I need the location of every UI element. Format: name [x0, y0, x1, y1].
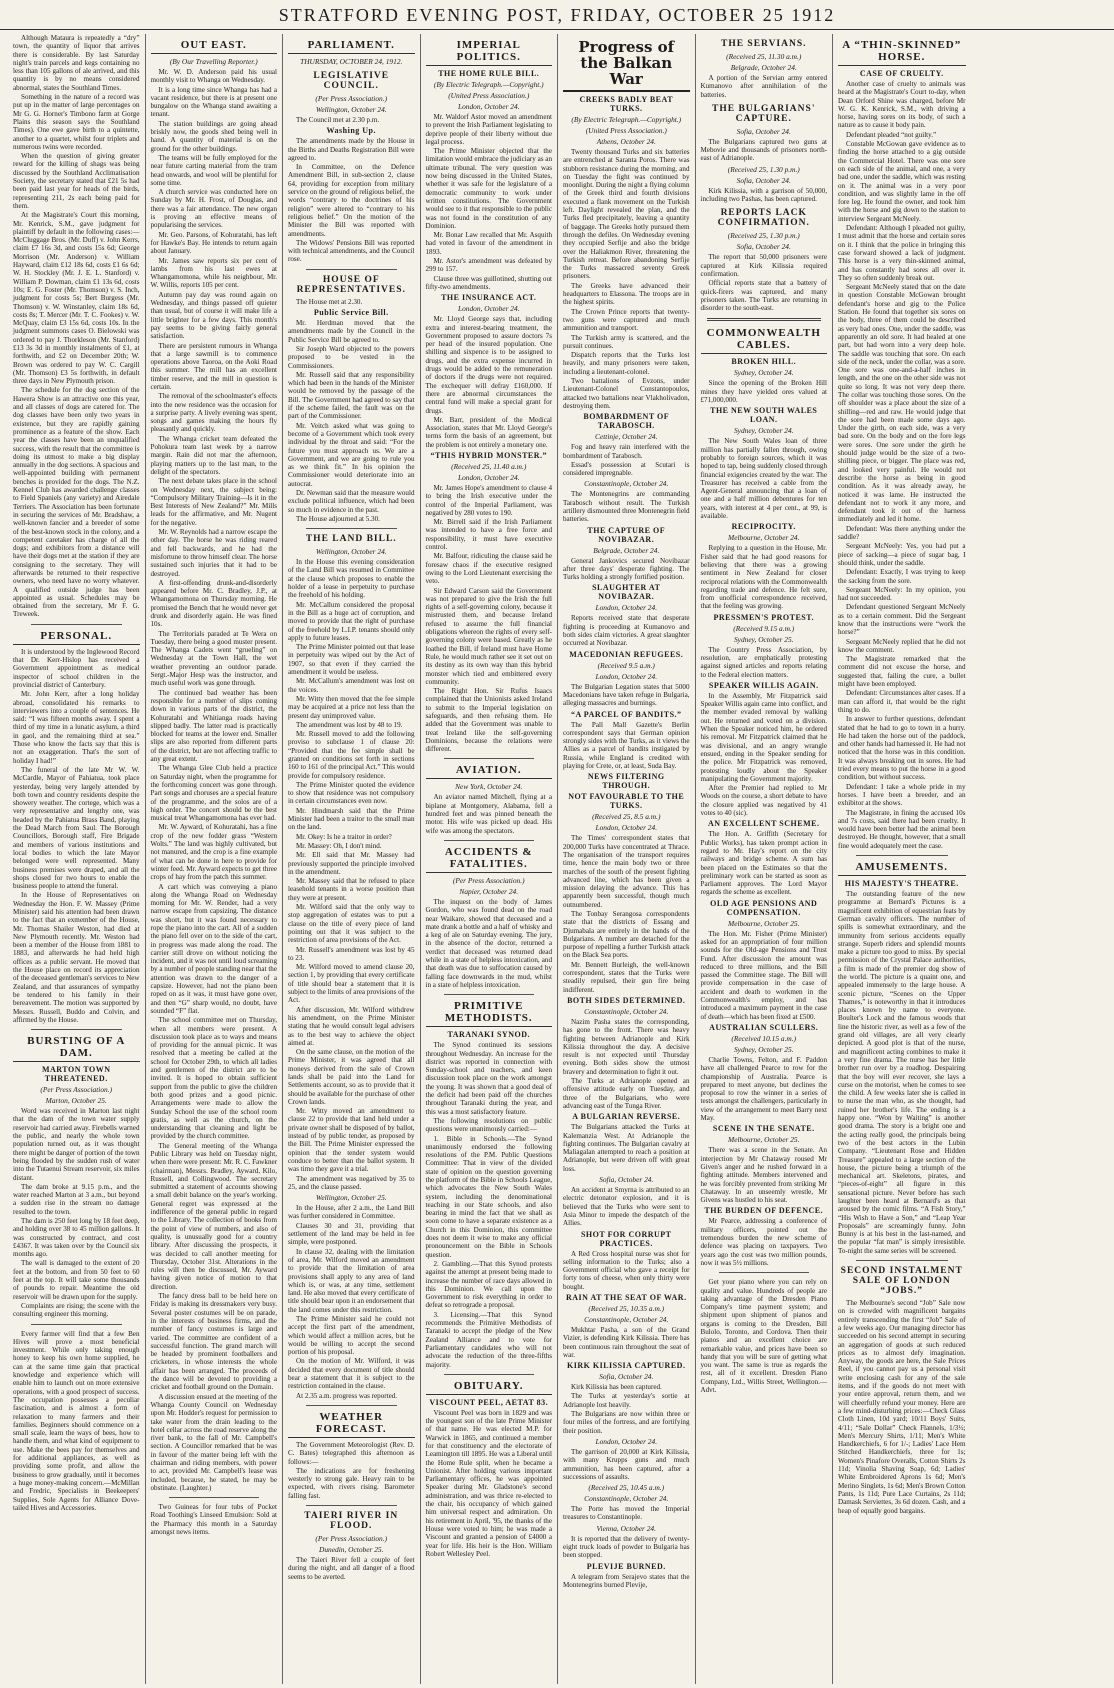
source-line: (Per Press Association.) — [452, 875, 525, 885]
paragraph: Word was received in Marton last night that the dam of the town water supply reservoir had carried away. Firebells warned the public, and nearly the whole town population turned out, as it was thought there might be danger of portion of the town being flooded by the sudden rush of water into the Tutaenui Stream reservoir, six miles distant. — [13, 1107, 140, 1182]
paragraph: The House met at 2.30. — [296, 297, 363, 306]
paragraph: Mr. Russell said that any responsibility which had been in the hands of the Minister would be removed by the passage of the Bill. The Government had agreed to say that if the scheme failed, the fault was on the part of the Commissioner. — [288, 370, 415, 421]
received-line: (Received 10.15 a.m.) — [731, 1033, 797, 1043]
dateline: Belgrade, October 24. — [730, 63, 797, 72]
paragraph: Mr. Massey: Oh, I don't mind. — [296, 841, 382, 850]
paragraph: Every farmer will find that a few Ben Hives will prove a most beneficial investment. While only taking enough honey to keep his own home supplied, he can at the same time gain that practical knowledge and experience which will enable him to launch out on more extensive operations, with a good prospect of success. The occupation possesses a peculiar fascination, and is almost a form of relaxation to many farmers and their families. Beginners should commence on a small scale, learn the ways of bees, how to handle them, and what kind of equipment to use. Make the bees pay for themselves and for additional appliances, as well as providing some profit, and allow the business to grow gradually, until it becomes a huge money-making concern.—McMillan and Fredric, Specialists in Beekeepers' Supplies, Sole Agents for Alliance Dove-tailed Hives and Accessories. — [13, 1329, 140, 1512]
subheadline: THE HOME RULE BILL. — [438, 69, 540, 78]
paragraph: Mr. Barr, president of the Medical Association, states that Mr. Lloyd George's terms form the basis of an agreement, but the problem is not entirely a monetary one. — [425, 415, 552, 449]
paragraph: The Widows' Pensions Bill was reported with technical amendments, and the Council rose. — [288, 238, 415, 264]
dateline: Sofia, October 24. — [599, 1175, 654, 1185]
paragraph: Defendant: Although I pleaded not guilty, I must admit that the horse and certain sores on it. I think that the police in bringing this case forward showed a lack of judgment. This horse is a very thin-skinned animal, and has constantly had sores all over it. They so often suddenly break out. — [838, 224, 966, 282]
dateline: London, October 24. — [595, 1436, 658, 1446]
divider — [31, 1029, 122, 1030]
paragraph: Nazim Pasha states the corresponding, has gone to the front. There was heavy fighting between Adrianople and Kirk Kilissia throughout the day. A decisive result is not expected until Thursday evening. Both sides show the utmost bravery and determination to fight it out. — [563, 1017, 690, 1076]
dateline: Dunedin, October 25. — [319, 1545, 384, 1555]
paragraph: When the question of giving greater reward for the killing of shags was being discussed by the Southland Acclimatisation Society, the secretary stated that £21 5s had been paid last year for heads of the birds, representing 211, 2s each being paid for them. — [13, 152, 140, 210]
subheadline: RECIPROCITY. — [731, 522, 796, 532]
paragraph: In Committee, on the Defence Amendment Bill, in sub-section 2, clause 64, providing for exception from military service on the ground of religious belief, the words “contrary to the doctrines of his religion” were altered to “contrary to his religious belief.” On the motion of the Minister the Bill was reported with amendments. — [288, 163, 415, 238]
paragraph: The Hon. A. Griffith (Secretary for Public Works), has taken prompt action in regard to Mr. Hay's report on the city railways and bridge scheme. A sum has been placed on the Estimates so that the preliminary work can be started as soon as Parliament approves. The Lord Mayor regards the scheme as excellent. — [700, 830, 827, 897]
column-4 — [421, 34, 559, 1684]
paragraph: The report that 50,000 prisoners were captured at Kirk Kilissia required confirmation. — [700, 253, 827, 278]
paragraph: Mr. John Kerr, after a long holiday abroad, consolidated his remarks to interviewers into a couple of sentences. He said: “I was fifteen months away. I spent a third of my time in a lunatic asylum, a third in gaol, and the remaining third at sea.” Those who know the facts say that this is not an exaggeration. That's the sort of holiday I had!” — [13, 690, 140, 765]
dateline: Sydney, October 24. — [733, 368, 794, 378]
dateline: Melbourne, October 25. — [728, 918, 800, 928]
paragraph: At 2.35 a.m. progress was reported. — [296, 1391, 398, 1400]
paragraph: 2. Gambling.—That this Synod protests against the attempt at present being made to increase the number of race days allowed in this Dominion. We call upon the Government to risk everything in order to defeat so retrograde a proposal. — [425, 1259, 552, 1310]
headline-reports-lack-confirmation: REPORTS LACK CONFIRMATION. — [717, 208, 810, 229]
paragraph: A telegram from Serajevo states that the Montenegrins burned Plevije, — [563, 1572, 690, 1589]
paragraph: Defendant: Exactly, I was trying to keep the sacking from the sore. — [838, 568, 966, 585]
headline-aviation: AVIATION. — [426, 764, 553, 779]
headline-commonwealth-cables: COMMONWEALTH CABLES. — [701, 327, 828, 354]
column-1 — [8, 34, 146, 1684]
paragraph: The following resolutions on public questions were unanimously carried:— — [425, 1116, 552, 1134]
paragraph: Dr. Newman said that the measure would exclude political influence, which had been so much in evidence in the past. — [288, 488, 415, 514]
paragraph: The garrison of 20,000 at Kirk Kilissia, with many Krupps guns and much ammunition, has been captured, after a successions of assaults. — [563, 1447, 690, 1481]
dateline: Sydney, October 24. — [733, 426, 794, 436]
masthead: STRATFORD EVENING POST, FRIDAY, OCTOBER 25 1912 — [0, 0, 1114, 30]
paragraph: Fog and heavy rain interfered with the bombardment of Tarabosch. — [563, 443, 690, 460]
paragraph: The Bulgarians attacked the Turks at Kalemanzia West. At Adrianople the fighting continues. The Bulgarian cavalry at Maliagalan attempted to reach a position at Adrianople, but were driven off with great loss. — [563, 1123, 690, 1173]
headline-weather: WEATHER FORECAST. — [288, 1411, 415, 1438]
subheadline: THE NEW SOUTH WALES LOAN. — [710, 406, 818, 425]
subheadline: KIRK KILISSIA CAPTURED. — [567, 1361, 686, 1371]
received-line: (Received 9.5 a.m.) — [597, 660, 655, 670]
headline-balkan-war: Progress of the Balkan War — [563, 39, 690, 92]
dateline: London, October 24. — [595, 671, 658, 681]
source-line: (Per Press Association.) — [315, 94, 388, 103]
subheadline: MARTON TOWN THREATENED. — [41, 1065, 111, 1084]
paragraph: A first-offending drunk-and-disorderly appeared before Mr. C. Bradley, J.P., at Whangamomona on Thursday morning. He promised the Bench that he would never get drunk and disorderly again. He was fined 10s. — [150, 578, 277, 629]
paragraph: Sergeant McNeely stated that on the date in question Constable McGowan brought defendant's horse and gig to the Police Station. He found that together six sores on the body, three of them could be described as very bad ones. One, under the saddle, was apparently an old sore. It had healed at one part, but had worn into a very deep hole. The saddle was touching that sore. On each side of the neck, under the collar, was a sore. One sore was one-and-a-half inches in length, and the one on the other side was not quite so long. It was not very deep there. The collar was touching those sores. On the off shoulder was a place about the size of a shilling—red and raw. He would judge that the sore had been made some days ago. Under the girth, on each side, was a very bad sore. On the body and on the fore legs were sores. One sore under the girth he should judge would be the size of a two-shilling piece, or bigger. The place was red, and looked very painful. He would not describe the horse as being in good condition. As it was already away, he noticed it was lame. He instructed the defendant not to work it any more, and defendant took it out of the harness immediately and led it home. — [838, 283, 966, 524]
paragraph: The teams will be fully employed for the near future carting material from the tram head onwards, and wool will be plentiful for some time. — [150, 153, 277, 187]
paragraph: The Government Meteorologist (Rev. D. C. Bates) telegraphed this afternoon as follows:— — [288, 1440, 415, 1466]
dateline: Belgrade, October 24. — [593, 545, 660, 555]
paragraph: It is understood by the Inglewood Record that Dr. Kerr-Hislop has received a Government appointment as medical inspector of school children in the provincial district of Canterbury. — [13, 647, 140, 689]
paragraph: In the Assembly, Mr Fitzpatrick said Speaker Willis again came into conflict, and the member evaded removal by walking out. He returned and voted on a division. When the Speaker noticed him, he ordered his removal. Mr Fitzpatrick claimed that he was divisional, and an angry wrangle ensued, ending in the Speaker sending for the police. Mr Fitzpatrick was removed, protesting loudly about the Speaker manipulating the Government majority. — [700, 691, 827, 783]
paragraph: The Whanga cricket team defeated the Pohokura team last week by a narrow margin. Rain did not mar the afternoon, playing matters up to the last man, to the delight of the spectators. — [150, 434, 277, 476]
paragraph: The Magistrate remarked that the comment did not excuse the horse, and suggested that, failing the cure, a bullet might have been employed. — [838, 655, 966, 689]
divider — [306, 269, 397, 270]
dateline: Athens, October 24. — [596, 137, 656, 146]
dateline: London, October 24. — [457, 304, 520, 314]
paragraph: Mr. Witty moved an amendment to clause 22 to provide that land held under a private owner shall be disposed of by ballot, instead of by public tender, as proposed by the Bill. The Prime Minister expressed the opinion that the tender system would conduce to better than the ballot system. It was timo they gave it a trial. — [288, 1107, 415, 1174]
paragraph: In the House of Representatives on Wednesday the Hon. F. W. Massey (Prime Minister) said his attention had been drawn to the fact that an exmember of the House, Mr. Thomas Shailer Weston, had died at New Plymouth recently. Mr. Weston had been a member of the House from 1881 to 1883, and afterwards he had held high offices as a public servant. He moved that the House place on record its appreciation of the deceased gentleman's services to New Zealand, and that assurances of sympathy be tendered to his family in their bereavement. The motion was supported by Messrs. Russell, Buddo and Colvin, and affirmed by the House. — [13, 891, 140, 1024]
dateline: Wellington, October 24. — [315, 105, 387, 114]
paragraph: Sergeant McNeely: Yes, you had put a piece of sacking—a piece of sugar bag, I should think, under the saddle. — [838, 542, 966, 567]
column-2 — [146, 34, 284, 1684]
subheadline: THE CAPTURE OF NOVIBAZAR. — [587, 525, 666, 544]
paragraph: The next debate takes place in the school on Wednesday next, the subject being: “Compulsory Military Training—Is it in the Best Interests of New Zealand?” Mr. Mills leads for the affirmative, and Mr. Nugent for the negative. — [150, 477, 277, 527]
paragraph: After discussion, Mr. Wilford withdrew his amendment, on the Prime Minister stating that he would consult legal advisers as to the best way to achieve the object aimed at. — [288, 1005, 415, 1047]
headline-bulgarians-capture: THE BULGARIANS' CAPTURE. — [712, 103, 816, 124]
divider — [169, 1497, 260, 1498]
paragraph: The amendment was lost by 48 to 19. — [296, 720, 403, 729]
divider — [444, 840, 535, 841]
paragraph: Mr. Okey: Is he a traitor in order? — [296, 832, 392, 841]
headline-land-bill: THE LAND BILL. — [305, 534, 397, 545]
divider — [444, 994, 535, 995]
paragraph: The Prime Minister pointed out that lease in perpetuity was wiped out by the Act of 1907, so that even if they carried the amendment it would be useless. — [288, 643, 415, 677]
paragraph: The indications are for freshening westerly to strong gale. Heavy rain to be expected, with rivers rising. Barometer falling fast. — [288, 1466, 415, 1500]
headline-primitive-methodists: PRIMITIVE METHODISTS. — [426, 1000, 553, 1027]
divider — [444, 1374, 535, 1375]
paragraph: Mr. Bonar Law recalled that Mr. Asquith had voted in favour of the amendment in 1893. — [425, 231, 552, 256]
subheadline: VISCOUNT PEEL, AETAT 83. — [429, 1397, 549, 1407]
paragraph: Twenty thousand Turks and six batteries are entrenched at Saranta Poros. There was stubborn resistance during the morning, and on Tuesday the fight was continued by moonlight. During the night a flying column of the Greek third and fourth divisions executed a flank movement on the Turkish left. Daylight revealed the plan, and the Turks fled precipitately, leaving a quantity of baggage. The Greeks hotly pursued them through the defiles. On Wednesday evening they occupied Serfije and also the bridge over the Haliakmon River, threatening the Turkish retreat. Before abandoning Serfije the Turks massacred seventy Greek prisoners. — [563, 148, 690, 281]
paragraph: Clause three was guillotined, shutting out fifty-two amendments. — [425, 274, 552, 291]
paragraph: The station buildings are going ahead briskly now, the goods shed being well in hand. A quantity of material is on the ground for the other buildings. — [150, 119, 277, 153]
paragraph: A portion of the Servian army entered Kumanovo after annihilation of the batteries. — [700, 74, 827, 99]
paragraph: Charlie Towns, Felton, and F. Paddon have all challenged Pearce to row for the championship of Australia. Pearce is prepared to meet anyone, but declines the proposal to row the winner in a series of tests amongst the challengers, particularly in view of the arrangement to meet Barry next May. — [700, 1055, 827, 1123]
paragraph: Although Mataura is repeatedly a “dry” town, the quantity of liquor that arrives there is considerable. By last Saturday night's train parcels and kegs containing no less than 105 gallons of ale arrived, and this quantity is by no means considered abnormal, states the Southland Times. — [13, 34, 140, 92]
paragraph: It is a long time since Whanga has had a vacant residence, but there is at present one bungalow on the Whanga stand awaiting a tenant. — [150, 85, 277, 119]
paragraph: Mr. James Hope's amendment to clause 4 to bring the Irish executive under the control of the Imperial Parliament, was negatived by 280 votes to 190. — [425, 483, 552, 517]
received-line: (Received 25, 10.35 a.m.) — [588, 1303, 665, 1313]
paragraph: The Council met at 2.30 p.m. — [296, 116, 380, 124]
subheadline: SLAUGHTER AT NOVIBAZAR. — [592, 583, 661, 602]
subheadline: THE INSURANCE ACT. — [441, 293, 537, 303]
paragraph: The Bulgarian Legation states that 5000 Macedonians have taken refuge in Bulgaria, alleging massacres and burnings. — [563, 682, 690, 708]
paragraph: The amendments made by the House in the Births and Deaths Registration Bill were agreed to. — [288, 137, 415, 162]
paragraph: Mr. Wilford said that the only way to stop aggregation of estates was to put a clause on the title of every piece of land pointing out that it was subject to the restriction of area provisions of the Act. — [288, 903, 415, 945]
paragraph: The General meeting of the Whanga Public Library was held on Tuesday night, when there were present: Mr. R. C. Fawkner (chairman), Messrs. Bradley, Ayward, Kilo, Russell, and Collingwood. The secretary submitted a statement of accounts showing a small debit balance on the year's working. General regret was expressed at the indifference of the general public in regard to the Library. The collection of books from the point of view of numbers, and also of quality, is unusually good for a country library. After discussing the prospects, it was decided to call another meeting for Thursday, October 31st. Alterations in the rules will then be discussed, Mr. Ayward having given notice of motion to that direction. — [150, 1141, 277, 1291]
paragraph: Mr. Lloyd George says that, including extra and interest-bearing treatment, the Government proposed to assure doctors 7s per head of the insured population. One shilling and sixpence is to be assigned to drugs, and the extra expense incurred in drugs would be added to the remuneration of doctors if the drugs were not required. The exchequer will defray £160,000. If there are abnormal circumstances the central fund will make a special grant for drugs. — [425, 315, 552, 415]
source-line: (By Electric Telegraph.—Copyright.) — [571, 115, 682, 124]
subheadline: BOMBARDMENT OF TARABOSCH. — [583, 412, 670, 431]
paragraph: Sergeant McNeely replied that he did not know the comment. — [838, 637, 966, 654]
paragraph: Mr. W. D. Anderson paid his usual monthly visit to Whanga on Wednesday. — [150, 68, 277, 85]
headline-obituary: OBITUARY. — [426, 1380, 553, 1395]
paragraph: Another case of cruelty to animals was heard at the Magistrate's Court to-day, when Dean Orford Shine was charged, before Mr W. G. K. Kenrick, S.M., with driving a horse, having sores on its body, of such a nature as to cause it body pain. — [838, 80, 966, 130]
paragraph: The Melbourne's second “Job” Sale now on is crowded with magnificent bargains entirely transcending the first “Job” Sale of a few weeks ago. Our managing director has succeeded on his second attempt in securing an aggregation of goods at such reduced prices as to almost defy imagination. Anyway, the goods are here, the Sale Prices Reel, if you cannot pay us a personal visit write enclosing cash for any of the sale items, and if the goods do not meet with your entire approval, return them, and we will cheerfully refund your money. Here are a few mind-disturbing prices:—Check Glass Cloth Linen, 10d yard; 10/11 Boys' Suits, 4/11; “Sale Dollar” Check Flannels, 1/3½; Men's Mercury Shirts, 1/11; Men's White Handkerchiefs, 6 for 1/-; Ladies' Lace Hem Stitched Handkerchiefs, three for 1s; Women's Pinafore Overalls, Cotton Shirts 2s 11d; Vinolia Shaving Soap, 6d; Ladies' White Embroidered Aprons 1s 6d; Men's Merino Singlets, 1s 6d; Men's Brown Cotton Pants, 1s 11d; Pure Lace Curtains, 2s 11d; Damask Serviettes, 3s 6d dozen. Cash, and a heap of equally good bargains. — [838, 1299, 966, 1515]
divider — [856, 1260, 948, 1261]
paragraph: Sergeant McNeely: In my opinion, you had not succeeded. — [838, 585, 966, 603]
paragraph: An aviator named Mitchell, flying at a biplane at Montgomery, Alabama, fell a hundred feet and was pinned beneath the motor. His wife was picked up dead. His wife was among the spectators. — [425, 793, 552, 835]
paragraph: Defendant pleaded “not guilty.” — [846, 130, 937, 139]
paragraph: Mr. Geo. Parsons, of Kohuratahi, has left for Hawke's Bay. He intends to return again about January. — [150, 230, 277, 256]
paragraph: The Pall Mall Gazette's Berlin correspondent says that German opinion strongly sides with the Turks, as it views the Allies as a parcel of bandits instigated by Russia, while England is credited with playing for Crete, or, at least, Suda Bay. — [563, 720, 690, 771]
headline-imperial-politics: IMPERIAL POLITICS. — [426, 39, 553, 66]
paragraph: The Times' correspondent states that 200,000 Turks have concentrated at Thrace. The organisation of the transport requires time, hence the main body two or three marches of the south of the present fighting advanced line, which has been given a mission delaying the advance. This has apparently been successful, though much outnumbered. — [563, 834, 690, 909]
dateline: Marton, October 25. — [45, 1096, 107, 1106]
paragraph: The Prime Minister objected that the limitation would embrace the judiciary as an ultimate tribunal. The very question was now being discussed in the United States, whether it was safe for the legislature of a democratic community to work under written constitutions. The Government would see to it that responsible to the public was not found in the constitution of any Dominion. — [425, 147, 552, 230]
subheadline: CREEKS BADLY BEAT TURKS. — [579, 95, 674, 113]
paragraph: Two Guineas for four tubs of Pocket Road Toothing's Linseed Emulsion: Sold at the Pharmacy this month in a Saturday amongst news items. — [150, 1503, 277, 1537]
divider — [306, 528, 397, 529]
dateline: Sydney, October 25. — [733, 1044, 794, 1054]
paragraph: Sir Edward Carson said the Government was not prepared to give the Irish the full rights of a self-governing colony, because it mistrusted them, and because Ireland refused to assume the full financial obligations whereon the rights of every self-governing colony were based. Greatly as he loathed the Bill, if Ireland must have Home Rule, he would much rather see it set out on its destiny as its own way than this hybrid monster which tied and embittered every community. — [425, 586, 552, 686]
paragraph: The Taieri River fell a couple of feet during the night, and all danger of a flood seems to be averted. — [288, 1556, 415, 1581]
paragraph: The Tonbay Serangosa correspondents state that the districts of Essang and Djumabala are entirely in the hands of the Bulgarians. A number are detached for the purpose of repelling a further Turkish attack on the Black Sea ports. — [563, 910, 690, 960]
paragraph: Get your piano where you can rely on quality and value. Hundreds of people are taking advantage of the Dresden Piano Company's time payment system; and shipment upon shipment of pianos and organs is coming to the Dresden, Bill Bulolo, Toronto, and Cordova. Then their pianos and an excellent choice are remarkable value, and prices have been so handy that you will be sure of getting what you want. The same is true as regards the rest, all of it excellent. Dresden Piano Company, Ltd., Willis Street, Wellington.—Advt. — [700, 1278, 827, 1395]
paragraph: In answer to further questions, defendant stated that he had to go to town in a hurry. He had taken the horse out of the paddock, and other hands had harnessed it. He had not noticed that the horse was in this condition. It was always breaking out in sores. He had tried every means to put the horse in a good condition, but without success. — [838, 715, 966, 782]
dateline: Napier, October 24. — [459, 886, 519, 896]
paragraph: Mr. Veitch asked what was going to become of a Government which took every individual by the throat and said: “For the future you must approach us. We are a Government, and we are going to rule you as we think fit.” In his opinion the Commissioner would deteriorate into an autocrat. — [288, 421, 415, 488]
paragraph: The Turks at Adrianople opened an offensive attitude early on Tuesday, and three of the Bulgarians, who were advancing east of the Tunga River. — [563, 1077, 690, 1110]
divider — [444, 758, 535, 759]
subheadline: Public Service Bill. — [313, 308, 389, 318]
dateline: Constantinople, October 24. — [584, 1314, 669, 1324]
dateline: Sofia, October 24. — [599, 1372, 654, 1382]
column-3 — [283, 34, 421, 1684]
paragraph: Two battalions of Evzons, under Lieutenant-Colonel Constantopoulos, attacked two battalions near Vlakholivadon, destroying them. — [563, 377, 690, 410]
subheadline: BROKEN HILL. — [731, 357, 797, 367]
paragraph: The Whanga Glee Club held a practice on Saturday night, when the programme for the forthcoming concert was gone through. Part songs and choruses are a special feature of the programme, and the solos are of a high order. The concert should be the best musical treat Whangamomona has ever had. — [150, 764, 277, 823]
dateline: London, October 24. — [457, 472, 520, 482]
paragraph: In clause 32, dealing with the limitation of area, Mr. Wilford moved an amendment to provide that the limitation of area provisions shall apply to any area of land which is, or was, at any time, settlement land. He also moved that every certificate of title should bear upon it an endorsement that the land comes under this restriction. — [288, 1247, 415, 1314]
paragraph: 3. Licensing.—That this Synod recommends the Primitive Methodists of Taranaki to accept the pledge of the New Zealand Alliance and to vote for Parliamentary candidates who will not advocate the reduction of the three-fifths majority. — [425, 1310, 552, 1369]
dateline: Cettinje, October 24. — [595, 432, 658, 442]
source-line: (United Press Association.) — [448, 91, 530, 100]
dateline: Constantinople, October 24. — [584, 1494, 669, 1504]
headline-house-of-representatives: HOUSE OF REPRESENTATIVES. — [296, 274, 406, 295]
headline-taieri: TAIERI RIVER IN FLOOD. — [304, 1511, 399, 1532]
headline-legislative-council: LEGISLATIVE COUNCIL. — [313, 71, 390, 91]
divider — [719, 1272, 810, 1273]
dateline: Sydney, October 25. — [733, 634, 794, 644]
headline-thin-skinned-horse: A “THIN-SKINNED” HORSE. — [838, 39, 966, 66]
paragraph: Mr. Waldorf Astor moved an amendment to prevent the Irish Parliament legislating to deprive people of their liberty without due legal process. — [425, 113, 552, 146]
received-line: (Received 25, 10.45 a.m.) — [588, 1483, 665, 1493]
paragraph: The Turks at yesterday's sortie at Adrianople lost heavily. — [563, 1392, 690, 1409]
paragraph: Mr. Bennett Burleigh, the well-known correspondent, states that the Turks were steadily repulsed, their gun fire being indifferent. — [563, 960, 690, 994]
headline-accidents: ACCIDENTS & FATALITIES. — [426, 846, 553, 873]
paragraph: The inquest on the body of James Gordon, who was found dead on the road near Waikare, showed that deceased and a mate drank a bottle and a half of whisky and a keg of ale on Saturday evening. The jury, in the absence of the doctor, returned a verdict that deceased was returned dead while in a state of helpless intoxication, and that death was due to suffocation caused by falling face downwards in the mud, whilst in a state of helpless intoxication. — [425, 897, 552, 989]
paragraph: The House adjourned at 5.30. — [296, 514, 380, 523]
paragraph: The Crown Prince reports that twenty-two guns were captured and much ammunition and transport. — [563, 307, 690, 333]
paragraph: Replying to a question in the House, Mr. Fisher said that he had good reasons for believing that there was a growing sentiment in New Zealand for closer reciprocal relations with the Commonwealth regarding trade and defence. He felt sure, from unofficial correspondence received, that the feeling was growing. — [700, 544, 827, 611]
subheadline: SPEAKER WILLIS AGAIN. — [708, 680, 819, 690]
paragraph: The Country Press Association, by resolution, are emphatically protesting against signed articles and reports relating to the Federal election matters. — [700, 645, 827, 679]
subheadline: BOTH SIDES DETERMINED. — [567, 995, 686, 1005]
divider — [31, 1324, 122, 1325]
received-line: (Received 25, 11.30 a.m.) — [726, 52, 802, 61]
paragraph: Mr. Hindmarsh said that the Prime Minister had been a traitor to the small man on the land. — [288, 806, 415, 832]
paragraph: Mr. Balfour, ridiculing the clause said he foresaw chaos if the executive resigned owing to the Lord Lieutenant exercising the veto. — [425, 552, 552, 586]
subheadline: “THIS HYBRID MONSTER.” — [430, 450, 548, 460]
paragraph: Kirk Kilissia has been captured. — [571, 1383, 662, 1392]
paragraph: Mr. Herdman moved that the amendments made by the Council in the Public Service Bill be agreed to. — [288, 319, 415, 344]
column-7 — [833, 34, 971, 1684]
subheadline: PLEVIJE BURNED. — [586, 1561, 666, 1571]
dateline: Constantinople, October 24. — [584, 479, 669, 489]
subheadline: AUSTRALIAN SCULLERS. — [709, 1022, 819, 1032]
columns — [8, 34, 1108, 1684]
headline-amusements: AMUSEMENTS. — [838, 861, 966, 876]
source-line: (Per Press Association.) — [40, 1085, 113, 1095]
dateline: Constantinople, October 24. — [584, 1006, 669, 1016]
paragraph: It is reported that the delivery of twenty-eight truck loads of powder to Bulgaria has been stopped. — [563, 1534, 690, 1560]
dateline: Sofia, October 24. — [736, 126, 791, 136]
paragraph: On the motion of Mr. Wilford, it was decided that every document of title should bear a statement that it is subject to the restriction contained in the clause. — [288, 1357, 415, 1391]
dateline: Sofia, October 24. — [736, 175, 791, 185]
paragraph: Mukhtar Pasha, a son of the Grand Vizier, is defending Kirk Kilissia. There has been continuous rain throughout the seat of war. — [563, 1325, 690, 1359]
paragraph: The Territorials paraded at Te Wera on Tuesday, there being a good muster present. The Whanga Cadets went “grueling” on Wednesday at the Town Hall, the wet weather preventing an outdoor parade. Sergt.-Major Hesp was the instructor, and much useful work was gone through. — [150, 629, 277, 688]
paragraph: The Bulgarians are now within three or four miles of the fortress, and are fortifying their position. — [563, 1410, 690, 1435]
paragraph: Viscount Peel was born in 1829 and was the youngest son of the late Prime Minister of that name. He was elected M.P. for Warwick in 1865, and continued a member for that constituency and the electorate of Leamington till 1895. He was a Liberal until the Home Rule split, when he became a Unionist. After holding various important Parliamentary offices, he was appointed Speaker during Mr. Gladstone's second administration, and was thrice re-elected to the chair, his occupancy of which gained him universal respect and admiration. On his retirement in April, '95, the thanks of the House were voted to him; he was made a Viscount and granted a pension of £4000 a year for life. His heir is the Hon. William Robert Wellesley Peel. — [425, 1408, 552, 1558]
paragraph: The wall is damaged to the extent of 20 feet at the bottom, and from 50 feet to 60 feet at the top. It will take some thousands of pounds to repair. Meantime the old reservoir will be drawn upon for the supply. — [13, 1259, 140, 1301]
paragraph: After the Premier had replied to Mr Woods on the course, a short debate to have the closure applied was negatived by 41 votes to 40 (sic). — [700, 784, 827, 818]
subheadline: A BULGARIAN REVERSE. — [572, 1112, 681, 1122]
divider — [856, 855, 948, 856]
paragraph: In the House, after 2 a.m., the Land Bill was further considered in Committee. — [288, 1204, 415, 1221]
headline-servians: THE SERVIANS. — [720, 39, 807, 49]
paragraph: Mr. Wilford moved to amend clause 20, section 1, by providing that every certificate of title should bear a statement that it is subject to the limits of area provisions of the Act. — [288, 963, 415, 1005]
subheadline: OLD AGE PENSIONS AND COMPENSATION. — [710, 898, 818, 917]
paragraph: 1. Bible in Schools.—The Synod unanimously endorsed the following resolutions of the P.M. Public Questions Committee: That in view of the divided state of opinion on the question governing the platform of the Bible in Schools League, which advocates the New South Wales system, including the denominational teaching in our State schools, and also bearing in mind the fact that we shall as soon come to have a separate existence as a Church in this Dominion, this committee does not deem it wise to make any official pronouncement on the Bible in Schools question. — [425, 1134, 552, 1259]
paragraph: A discussion ensued at the meeting of the Whanga County Council on Wednesday upon Mr. Hodder's request for permission to take water from the drain leading to the hotel cellar across the road reserve along the river bank, to the fall of Mr. Campbell's section. A Councillor remarked that he was in favour of the matter being left with the chairman and riding members, with power to act, provided Mr. Campbell's lease was included, because, he stated, he may be obstinate. (Laughter.) — [150, 1392, 277, 1492]
paragraph: Something in the nature of a record was put up in the matter of large percentages on Mr G. G. Horner's Timbono farm at Gorge Plains this season says the Southland Times). One ewe gave birth to a quintette, another to a quartet, whilst four triplets and numerous twins were recorded. — [13, 93, 140, 151]
dateline: Melbourne, October 24. — [728, 533, 800, 543]
paragraph: Defendant: Circumstances alter cases. If a man can afford it, that would be the right thing to do. — [838, 689, 966, 714]
paragraph: Mr. Birrell said if the Irish Parliament was intended to have a free force and responsibility, it must have executive control. — [425, 518, 552, 552]
paragraph: The amendment was negatived by 35 to 25, and the clause passed. — [288, 1174, 415, 1191]
column-6 — [696, 34, 834, 1684]
dateline: Sofia, October 24. — [736, 242, 791, 252]
divider — [31, 624, 122, 625]
subheadline: SHOT FOR CORRUPT PRACTICES. — [580, 1229, 672, 1248]
paragraph: The dam is 250 feet long by 18 feet deep, and holding over 38 to 45 million gallons. It was constructed by contract, and cost £4367. It was taken over by the Council six months ago. — [13, 1217, 140, 1259]
paragraph: The funeral of the late Mr W. W. McCardle, Mayor of Pahiatua, took place yesterday, being very largely attended by both town and country residents despite the showery weather. The cortege, which was a very representative and lengthy one, was headed by the Pahiatua Brass Band, playing the Dead March from Saul. The Borough Councillors, Borough staff, Fire Brigade and members of various institutions and local bodies to which the late Mayor belonged were well represented. Many business premises were draped, and all the shops closed for two hours to enable the business people to attend the funeral. — [13, 765, 140, 891]
subheadline: RAIN AT THE SEAT OF WAR. — [565, 1292, 687, 1302]
paragraph: Mr. Massey said that he refused to place leasehold tenants in a worse position than they were at present. — [288, 877, 415, 902]
paragraph: The Turkish army is scattered, and the pursuit continues. — [563, 333, 690, 350]
dateline: London, October 24. — [595, 603, 658, 613]
paragraph: The fancy dress ball to be held here on Friday is making its dressmakers very busy. Several poster costumes will be on parade, in the interests of business firms, and the number of fancy costumes is large and varied. The committee are confident of a successful function. The grand march will be headed by prominent footballers and cricketers, in whose interests the whole affair has been arranged. The proceeds of the dance will be devoted to providing a cricket and football ground on the Domain. — [150, 1292, 277, 1392]
paragraph: The Porte has moved the Imperial treasures to Constantinople. — [563, 1505, 690, 1522]
headline-parliament: PARLIAMENT. — [288, 39, 415, 54]
paragraph: At the Magistrate's Court this morning, Mr. Kenrick, S.M., gave judgment for plaintiff by default in the following cases:—McCluggage Bros. (Mr. Duff) v. John Kerrs, claim £7 16s 3d, and costs 15s 6d; George Morrison (Mr. Anderson) v. William Hayward, claim £12 18s 6d, costs £1 6s 6d; W. H. Stockley (Mr. J. E. L. Stanford) v. William P. Dowman, claim £1 13s 6d, costs 10s; E. G. Foster (Mr. Thomson) v. S. Inch, judgment for costs 5s; Bert Burgess (Mr. Thomson) v. W. Winstanley, claim 18s 6d, costs 8s; T. Mercer (Mr. T. C. Fookes) v. W. McQuay, claim £3 15s 6d, costs 10s. In the judgment summons cases O. Bielowski was ordered to pay J. Thorkleson (Mr. Stanford) £13 3s 3d in monthly instalments of £1, at forthwith, and £2 on December 20th; W. Brown was ordered to pay W. C. Cargill (Mr. Thomson) £3 5s forthwith, in default three days in New Plymouth prison. — [13, 211, 140, 386]
paragraph: Constable McGowan gave evidence as to finding the horse attached to a gig outside the Commercial Hotel. There was one sore on each side of the animal, and one, a very bad one, under the saddle, which was resting on it. The animal was in a very poor condition, and was slightly lame in the off fore leg. He found the owner, and took him with the horse and gig down to the station to interview Sergeant McNeely. — [838, 140, 966, 223]
subheadline: NOT FAVOURABLE TO THE TURKS. — [568, 792, 685, 811]
source-line: (United Press Association.) — [585, 126, 667, 135]
dateline: London, October 24. — [457, 102, 520, 111]
paragraph: Mr. Russell's amendment was lost by 45 to 23. — [288, 945, 415, 962]
headline-job-sale: SECOND INSTALMENT SALE OF LONDON “JOBS.” — [840, 1266, 963, 1297]
received-line: (Received 25, 8.5 a.m.) — [592, 812, 661, 822]
dateline: Melbourne, October 25. — [728, 1135, 800, 1145]
divider — [306, 1405, 397, 1406]
divider — [707, 318, 822, 321]
paragraph: Mr. Russell moved to add the following proviso to subclause 1 of clause 20: “Provided that the fee simple shall be granted on conditions set forth in sections 160 to 161 of the principal Act.” This would provide for compulsory residence. — [288, 730, 415, 780]
paragraph: The Right Hon. Sir Rufus Isaacs complained that the Unionists asked Ireland to submit to the Imperial legislation on safeguards, and then refusing them. He added that the Government was unable to treat Ireland like the self-governing Dominions, because the relations were different. — [425, 687, 552, 754]
headline-out-east: OUT EAST. — [151, 39, 278, 54]
paragraph: Mr. Astor's amendment was defeated by 299 to 157. — [425, 257, 552, 274]
source-line: (By Electric Telegraph.—Copyright.) — [433, 80, 544, 89]
received-line: (Received 25, 11.40 a.m.) — [451, 461, 527, 471]
paragraph: In the House this evening consideration of the Land Bill was resumed in Committee at the clause which proposes to enable the holder of a lease in perpetuity to purchase the freehold of his holding. — [288, 558, 415, 600]
paragraph: Mr. Witty then moved that the fee simple may be acquired at a price not less than the present day unimproved value. — [288, 694, 415, 720]
paragraph: The Hon. Mr. Fisher (Prime Minister) asked for an appropriation of four million sounds for the Old-age Pensions and Trust Fund. After discussion the amount was reduced to three millions, and the Bill passed the Committee stage. The Bill will provide compensation in the case of accident and death to workmen in the Commonwealth's employ, and has introduced a maximum payment in the case of death—which has been fixed at £500. — [700, 929, 827, 1021]
paragraph: Sir Joseph Ward objected to the powers proposed to be vested in the Commissioners. — [288, 344, 415, 370]
paragraph: Defendant: Was there anything under the saddle? — [838, 524, 966, 542]
paragraph: Reports received state that desperate fighting is proceeding at Kumanovo and both sides claim victories. A great slaughter occurred at Novibazar. — [563, 614, 690, 648]
paragraph: Clauses 30 and 31, providing that settlement of the land may be held in fee simple, were postponed. — [288, 1221, 415, 1247]
paragraph: The dam broke at 9.15 p.m., and the water reached Marton at 3 a.m., but beyond a sudden rise in the stream no damage resulted to the town. — [13, 1182, 140, 1216]
paragraph: The Synod continued its sessions throughout Wednesday. An increase for the district was reported in connection with Sunday-school and teachers, and keen discussion took place on the work amongst the young. It was shown that a good deal of the deficit had been paid off the churches throughout Taranaki during the year, and this was a most satisfactory feature. — [425, 1041, 552, 1116]
dateline: Wellington, October 24. — [315, 547, 387, 557]
paragraph: The Prime Minister said he could not accept the first part of the amendment, which would affect a million acres, but he would be willing to accept the second portion of his proposal. — [288, 1315, 415, 1357]
paragraph: Complaints are rising; the scene with the consulting engineer this morning. — [13, 1301, 140, 1319]
dateline: Wellington, October 25. — [315, 1193, 387, 1203]
paragraph: There was a scene in the Senate. An interjection by Mr Chataway roused Mr Given's anger and he rushed forward in a fighting attitude. Members intervened and he was forcibly prevented from striking Mr Chataway. In an unseemly wrestle, Mr Givens was hustled to his seat. — [700, 1146, 827, 1205]
dateline: THURSDAY, OCTOBER 24, 1912. — [300, 57, 403, 66]
paragraph: Mr. McCallum considered the proposal in the Bill as a huge act of corruption, and moved to provide that the right of purchase of the freehold by L.I.P. tenants should only apply to future leases. — [288, 600, 415, 642]
paragraph: A Red Cross hospital nurse was shot for selling information to the Turks; also a Government official who gave a receipt for forty tons of cheese, when only thirty were bought. — [563, 1249, 690, 1291]
paragraph: The schedule for the dog section of the Hawera Show is an attractive one this year, and all classes of dogs are catered for. The dog classes have been only two years in existence, but they are rapidly gaining prominence as a feature of the show. Each year the classes have been an unqualified success, with the result that the committee is doing its utmost to make a big display annually in the dog sections. A spacious and well-appointed building with permanent benches is provided for the dogs. The N.Z. Kennel Club has awarded challenge classes to Field Spaniels (any variety) and Airedale Terriers. The Association has been fortunate in securing the services of Mr. Bradshaw, a well-known fancier and a breeder of some of the best-known stock in the colony, and a competent caretaker has charge of all the dogs; and exhibitors from a distance will have their dogs met at the station if they are consigning to the secretary. They will afterwards be returned to their respective owners, who need have no worry whatever. A qualified outside judge has been appointed as usual. Schedules may be obtained from the secretary, Mr F. G. Treweek. — [13, 386, 140, 619]
paragraph: Mr Pearce, addressing a conference of military officers, pointed out the tremendous burden the new scheme of defence was placing on taxpayers. Two years ago the cost was two million pounds, now it was 5½ millions. — [700, 1217, 827, 1267]
paragraph: Essad's possession at Scutari is considered impregnable. — [563, 460, 690, 478]
paragraph: Mr. W. Reynolds had a narrow escape the other day. The horse he was riding reared and fell backwards, and he had the misfortune to throw himself clear. The horse sustained such injuries that it had to be destroyed. — [150, 528, 277, 578]
headline-dam: BURSTING OF A DAM. — [13, 1035, 140, 1062]
dateline: Vienna, October 24. — [596, 1523, 656, 1533]
paragraph: The New South Wales loan of three million has partially fallen through, owing probably to foreign sources, which it was hoped to tap, being suddenly closed through financial exigencies created by the war. The Treasurer has received a cable from the Agent-General announcing that a loan of one and a half million debentures for ten years, with interest at 4 per cent., at 99, is available. — [700, 437, 827, 521]
paragraph: The Prime Minister quoted the evidence to show that residence was not compulsory in certain circumstances even now. — [288, 780, 415, 806]
dateline: New York, October 24. — [455, 782, 523, 792]
subheadline: THE BURDEN OF DEFENCE. — [704, 1206, 824, 1216]
paragraph: The Montenegrins are commanding Tarabosch without result. The Turkish artillery dismounted three Montenegrin field batteries. — [563, 490, 690, 524]
subheadline: MACEDONIAN REFUGEES. — [569, 649, 684, 659]
subheadline: NEWS FILTERING THROUGH. — [587, 772, 665, 791]
paragraph: Since the opening of the Broken Hill mines they have yielded ores valued at £71,000,000. — [700, 379, 827, 405]
paragraph: General Jankovics secured Novibazar after three days' desperate fighting. The Turks holding a strongly fortified position. — [563, 556, 690, 582]
received-line: (Received 25, 1.30 p.m.) — [727, 231, 800, 241]
paragraph: The Greeks have advanced their headquarters to Elassona. The troops are in the highest spirits. — [563, 281, 690, 307]
subheadline: “A PARCEL OF BANDITS.” — [570, 709, 682, 719]
paragraph: Mr. W. Ayward, of Kohuratahi, has a fine crop of the new fodder grass “Western Wolts.” The land was highly cultivated, but not manured, and the crop is a fine example of what can be done in here to provide for winter feed. Mr. Ayward expects to get three crops of hay from the patch this summer. — [150, 823, 277, 882]
paragraph: There are persistent rumours in Whanga that a large sawmill is to commence operations above Taoroa, on the Aoki Road this summer. The mill has an excellent timber reserve, and the mill in question is certain. — [150, 341, 277, 391]
paragraph: A church service was conducted here on Sunday by Mr. H. Frost, of Douglas, and there was a fair attendance. The new organ is proving an effective means of popularising the services. — [150, 188, 277, 230]
source-line: (By Our Travelling Reporter.) — [169, 57, 258, 66]
dateline: London, October 24. — [595, 823, 658, 833]
source-line: (Per Press Association.) — [315, 1534, 388, 1544]
paragraph: An accident at Smyrna is attributed to an electric detonator explosion, and it is believed that the Turks who were sent to Asia Minor to impede the despatch of the Allies. — [563, 1186, 690, 1228]
subheadline: CASE OF CRUELTY. — [859, 69, 944, 78]
paragraph: The school committee met on Thursday, when all members were present. A discussion took place as to ways and means of providing for the annual picnic. It was resolved that a meeting be called at the school for October 29th, to which all ladies and gentlemen of the district are to be invited. It is hoped to obtain sufficient support from the public to give the children both good prizes and a good picnic. Arrangements were made to allow the Sunday School the use of the school room gratis, as well as the church, on the understanding that cleaning and light be provided by the church committee. — [150, 1016, 277, 1141]
paragraph: Defendant: I take a whole pride in my horses. I have been a breeder, and an exhibitor at the shows. — [838, 782, 966, 808]
paragraph: Defendant questioned Sergeant McNeely as to a certain comment. Did the Sergeant know that the instructions were “work the horse?” — [838, 603, 966, 637]
paragraph: A cart which was conveying a piano along the Whanga Road on Wednesday morning for Mr. W. Render, had a very narrow escape from capsizing. The distance was short, but it was found necessary to rope the piano into the cart. All of a sudden the piano fell over on to the side of the cart, in progress was made along the road. The carrier still drove on without noticing the incident, and it was not until loud screaming by a number of people standing near that the attention was drawn to the danger of a capsize. However, had not the piano been roped on as it was, it must have gone over, and then “G” sharp would, no doubt, have sounded “F” flat. — [150, 882, 277, 1015]
paragraph: The removal of the schoolmaster's effects into the new residence was the occasion for a surprise party. A lively evening was spent, songs and games making the hours fly pleasantly and quickly. — [150, 392, 277, 434]
paragraph: Mr. Ell said that Mr. Massey had previously supported the principle involved in the amendment. — [288, 851, 415, 876]
column-5 — [558, 34, 696, 1684]
paragraph: The outstanding feature of the new programme at Bernard's Pictures is a magnificent exhibition of equestrian feats by German cavalry officers. The number of spills is somewhat extraordinary, and the immunity from serious accidents equally strange. Superb riders and splendid mounts make a picture too good to miss. By special permission of the Crystal Palace authorities, a film is made of the premier dog show of the world. The picture is a quaint one, and appealed immensely to the large house. A scenic picture, “Scenes on the Upper Thames,” is noteworthy in that it introduces places known by name to everyone. Boulter's Lock and the famous woods that line the historic river, as well as a few of the grand old villages, are all very clearly depicted. A good plot is that of the nurse, and magnificent acting combines to make it a very fine drama. The nurse has her little brother run over by a roadhog. Despairing that the boy will ever recover, she lays a curse on the motorist, when he comes to see the child. A few weeks later she is called in to nurse the man who, as she thought, had ruined her brother's life. The ending is a happy one. “Won by Waiting” is another good drama. The story is a bright one and the acting really good, the principals being two of the best actors in the Lubin Company. “Lieutenant Rose and Hidden Treasure” appealed to a large section of the house, the picture being a triumph of the mechanical art. Skeletons, pirates, and “pieces-of-eight” all figure in this sensational picture. Never before has such laughter been heard at Bernard's as that aroused by the comic films. “A Fish Story,” “His Wish to Have a Son,” and “Leap Year Proposals” are screamingly funny. John Bunny is at his best in the last-named, and the popular “fat man” is simply irresistible. To-night the same series will be screened. — [838, 890, 966, 1255]
paragraph: The Bulgarians captured two guns at Mebovie and thousands of prisoners north-east of Adrianople. — [700, 137, 827, 163]
received-line: (Received 25, 1.30 p.m.) — [727, 164, 800, 174]
subheadline: HIS MAJESTY'S THEATRE. — [844, 879, 959, 889]
paragraph: Kirk Kilissia, with a garrison of 50,000, including two Pashas, has been captured. — [700, 186, 827, 204]
subheadline: SCENE IN THE SENATE. — [712, 1124, 815, 1134]
paragraph: Official reports state that a battery of quick-firers was captured, and many prisoners taken. The Turks are returning in disorder to the south-east. — [700, 279, 827, 313]
paragraph: Mr. McCallum's amendment was lost on the voices. — [288, 677, 415, 694]
paragraph: The Magistrate, in fining the accused 10s and 7s costs, said there had been cruelty. It would have been better had the animal been destroyed. He thought, however, that a small fine would adequately meet the case. — [838, 808, 966, 850]
paragraph: Dispatch reports that the Turks lost heavily, and many prisoners were taken, including a lieutenant-colonel. — [563, 351, 690, 376]
paragraph: On the same clause, on the motion of the Prime Minister, it was agreed that all moneys derived from the sale of Crown lands shall be paid into the Land for Settlements account, so as to provide that it should be available for the purchase of other Crown lands. — [288, 1048, 415, 1106]
paragraph: Mr. James saw reports six per cent of lambs from his last ewes at Whangamomona, while his neighbour, Mr. W. Willis, reports 105 per cent. — [150, 256, 277, 290]
subheadline: AN EXCELLENT SCHEME. — [708, 819, 820, 829]
paragraph: Autumn pay day was round again on Wednesday, and things passed off quieter than usual, but of course it will make life a little brighter for a few days. This month's pay seems to be giving fairly general satisfaction. — [150, 290, 277, 341]
subheadline: PRESSMEN'S PROTEST. — [713, 612, 814, 622]
subheadline: Washing Up. — [326, 126, 377, 136]
subheadline: TARANAKI SYNOD. — [447, 1030, 530, 1040]
divider — [306, 1505, 397, 1506]
paragraph: The continued bad weather has been responsible for a number of slips coming down in various parts of the district, the Kohuratahi and Whitianga roads having slipped badly. The latter road is practically blocked for teams at the lower end. Smaller slips are also reported from different parts of the district, but are not affecting traffic to any great extent. — [150, 688, 277, 764]
received-line: (Received 9.15 a.m.) — [733, 623, 795, 633]
headline-personal: PERSONAL. — [13, 630, 140, 645]
